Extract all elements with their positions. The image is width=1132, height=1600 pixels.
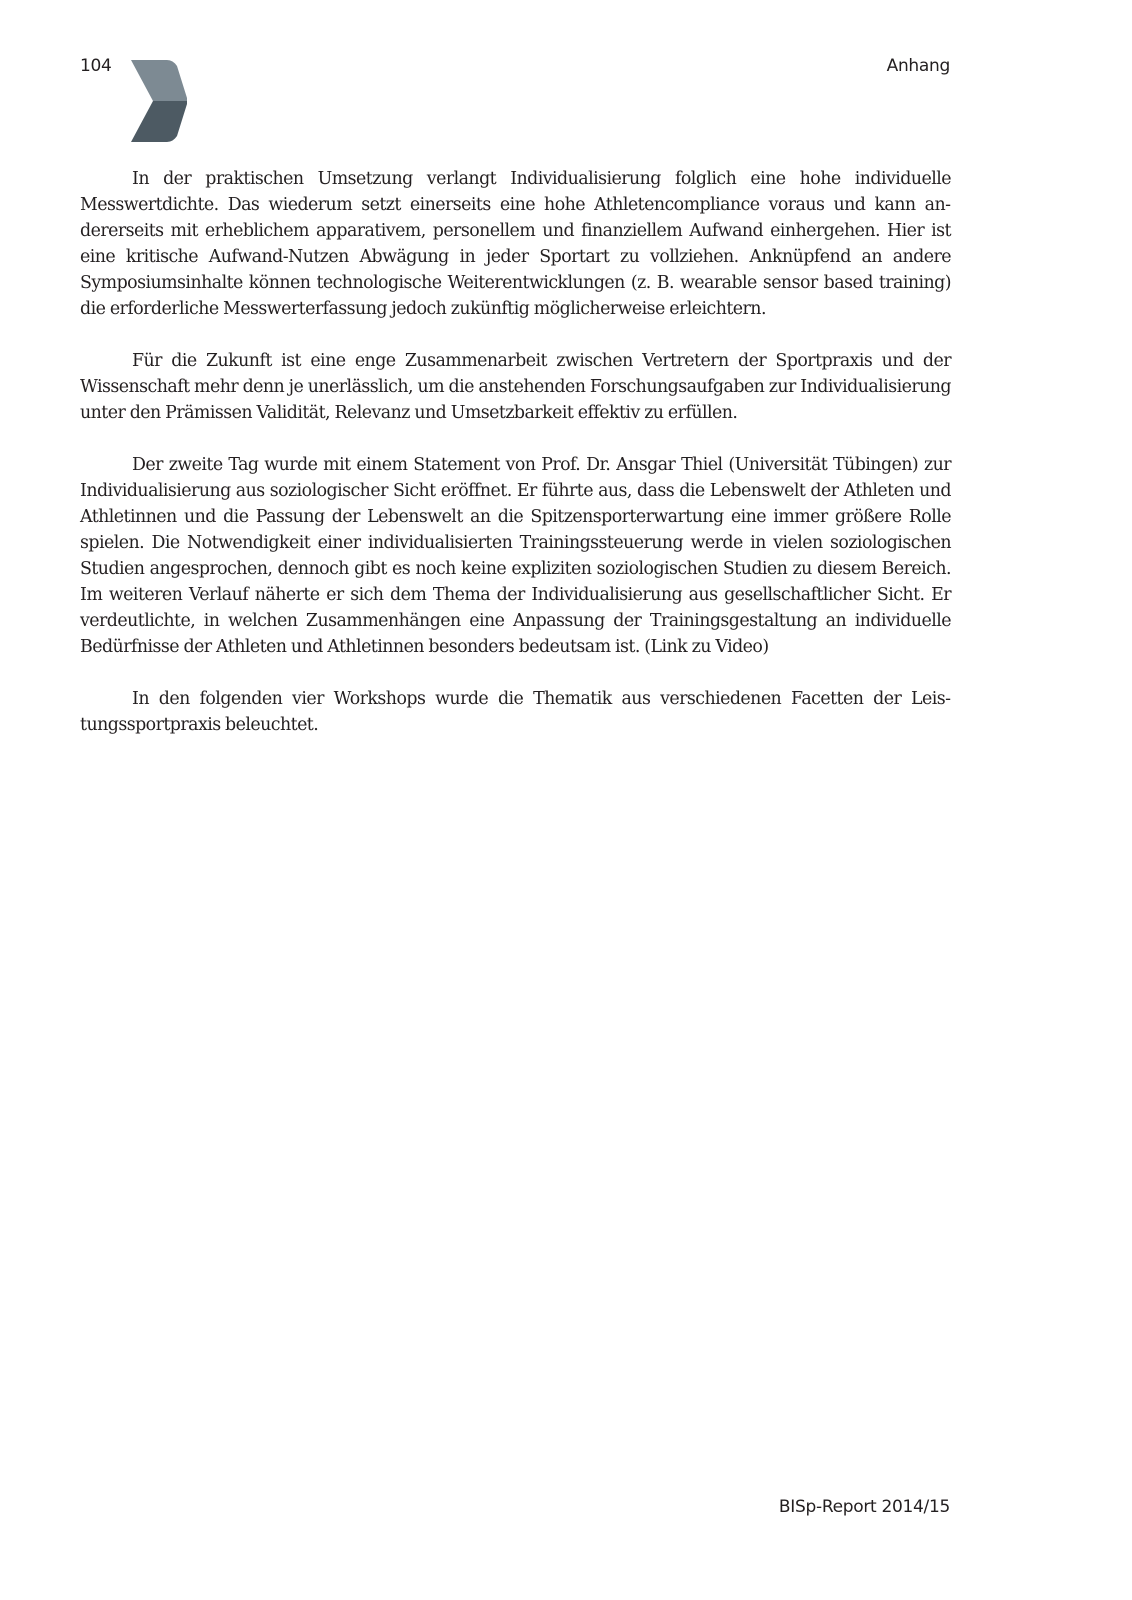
paragraph-workshops: In den folgenden vier Workshops wurde die Thematik aus verschiedenen Facetten der Leistungssportpraxis beleuchtet.	[80, 689, 951, 735]
paragraph-second-day-statement: Der zweite Tag wurde mit einem Statement von Prof. Dr. Ansgar Thiel (Universität Tübingen) zur Individualisierung aus soziologischer Sicht eröffnet. Er führte aus, dass die Lebenswelt der Athleten und Athletinnen und die Passung der Lebenswelt an die Spitzensporterwartung eine immer größere Rolle spielen. Die Notwendigkeit einer individualisierten Trainingssteuerung werde in vielen soziologischen Studien angesprochen, dennoch gibt es noch keine expliziten soziologischen Studien zu diesem Bereich. Im weiteren Verlauf näherte er sich dem Thema der Individualisierung aus gesellschaftlicher Sicht. Er verdeutlichte, in welchen Zusammenhängen eine Anpassung der Trainingsgestaltung an individuelle Bedürfnisse der Athleten und Athletinnen besonders bedeutsam ist. (Link zu Video)	[80, 455, 951, 657]
paragraph-implementation: In der praktischen Umsetzung verlangt Individualisierung folglich eine hohe individuelle Messwertdichte. Das wiederum setzt einerseits eine hohe Athletencompliance voraus und kann andererseits mit erheblichem apparativem, personellem und finanziellem Aufwand einhergehen. Hier ist eine kritische Aufwand-Nutzen Abwägung in jeder Sportart zu vollziehen. Anknüpfend an andere Symposiumsinhalte können technologische Weiterentwicklungen (z. B. wearable sensor based training) die erforderliche Messwerterfassung jedoch zukünftig möglicherweise erleichtern.	[80, 169, 951, 319]
page-number: 104	[80, 56, 112, 76]
chevron-right-icon	[131, 60, 187, 142]
paragraph-future-cooperation: Für die Zukunft ist eine enge Zusammenarbeit zwischen Vertretern der Sportpraxis und der Wissenschaft mehr denn je unerlässlich, um die anstehenden Forschungsaufgaben zur Individualisierung unter den Prämissen Validität, Relevanz und Umsetzbarkeit effektiv zu erfüllen.	[80, 351, 951, 423]
body-text	[80, 166, 951, 764]
footer-publication: BISp-Report 2014/15	[778, 1497, 950, 1517]
chevron-top-half	[131, 60, 187, 101]
chevron-bottom-half	[131, 101, 187, 142]
section-label: Anhang	[886, 56, 950, 76]
